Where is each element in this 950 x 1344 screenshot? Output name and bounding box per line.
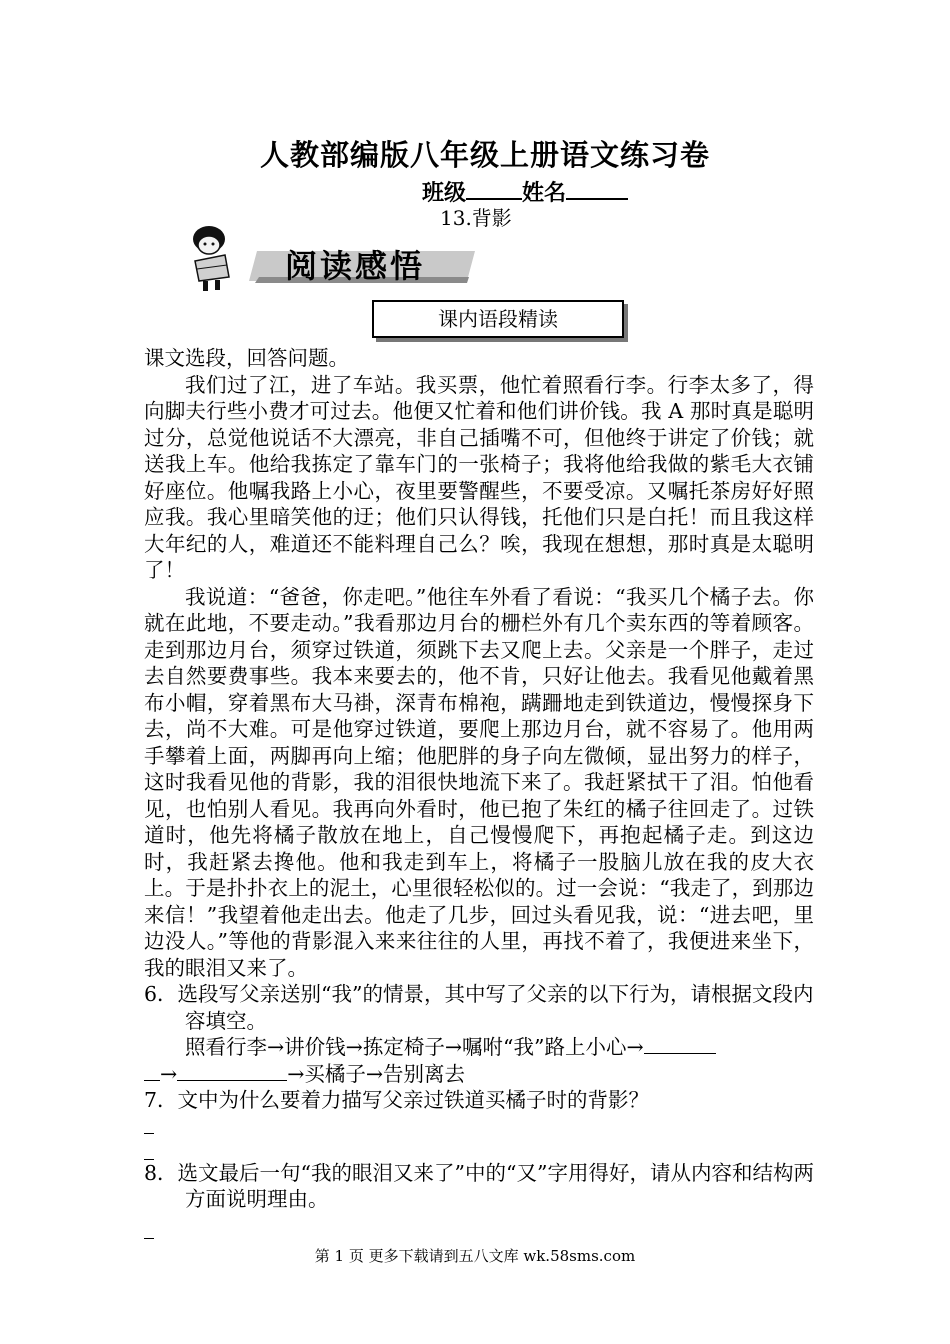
question-8: 8．选文最后一句“我的眼泪又来了”中的“又”字用得好，请从内容和结构两方面说明理由。 bbox=[144, 1160, 814, 1211]
class-label: 班级 bbox=[422, 180, 467, 206]
question-6-chain bbox=[144, 1034, 814, 1061]
answer-line-7b[interactable] bbox=[144, 1140, 814, 1144]
reading-body bbox=[144, 345, 814, 1245]
instruction: 课文选段，回答问题。 bbox=[144, 346, 349, 370]
answer-blank-2[interactable] bbox=[177, 1062, 287, 1081]
class-blank bbox=[466, 180, 522, 200]
section-title: 课内语段精读 bbox=[372, 300, 624, 338]
answer-blank-1[interactable] bbox=[644, 1035, 716, 1054]
paragraph-2: 我说道：“爸爸，你走吧。”他往车外看了看说：“我买几个橘子去。你就在此地，不要走动。”我看那边月台的栅栏外有几个卖东西的等着顾客。走到那边月台，须穿过铁道，须跳下去又爬上去。父亲是一个胖子，走过去自然要费事些。我本来要去的，他不肯，只好让他去。我看见他戴着黑布小帽，穿着黑布大马褂，深青布棉袍，蹒跚地走到铁道边，慢慢探身下去，尚不大难。可是他穿过铁道，要爬上那边月台，就不容易了。他用两手攀着上面，两脚再向上缩；他肥胖的身子向左微倾，显出努力的样子，这时我看见他的背影，我的泪很快地流下来了。我赶紧拭干了泪。怕他看见，也怕别人看见。我再向外看时，他已抱了朱红的橘子往回走了。过铁道时，他先将橘子散放在地上，自己慢慢爬下，再抱起橘子走。到这边时，我赶紧去搀他。他和我走到车上，将橘子一股脑儿放在我的皮大衣上。于是扑扑衣上的泥土，心里很轻松似的。过一会说：“我走了，到那边来信！”我望着他走出去。他走了几步，回过头看见我，说：“进去吧，里边没人。”等他的背影混入来来往往的人里，再找不着了，我便进来坐下，我的眼泪又来了。 bbox=[144, 584, 814, 980]
question-6: 6．选段写父亲送别“我”的情景，其中写了父亲的以下行为，请根据文段内容填空。 bbox=[144, 982, 814, 1033]
question-6-chain-cont bbox=[144, 1061, 814, 1088]
chain-arrow: → bbox=[160, 1061, 178, 1086]
page-title: 人教部编版八年级上册语文练习卷 bbox=[259, 138, 710, 172]
name-label: 姓名 bbox=[522, 180, 567, 206]
question-7: 7．文中为什么要着力描写父亲过铁道买橘子时的背影？ bbox=[144, 1088, 650, 1112]
chain-start: 照看行李→讲价钱→拣定椅子→嘱咐“我”路上小心→ bbox=[185, 1035, 644, 1059]
answer-line-8[interactable] bbox=[144, 1219, 814, 1245]
lesson-title: 13.背影 bbox=[440, 206, 512, 230]
page-footer: 第 1 页 更多下载请到五八文库 wk.58sms.com bbox=[314, 1247, 636, 1265]
name-blank bbox=[566, 180, 628, 200]
answer-blank-1-cont[interactable] bbox=[144, 1062, 160, 1081]
paragraph-1: 我们过了江，进了车站。我买票，他忙着照看行李。行李太多了，得向脚夫行些小费才可过去。他便又忙着和他们讲价钱。我 A 那时真是聪明过分，总觉他说话不大漂亮，非自己插嘴不可，但他终于讲定了价钱；就送我上车。他给我拣定了靠车门的一张椅子；我将他给我做的紫毛大衣铺好座位。他嘱我路上小心，夜里要警醒些，不要受凉。又嘱托茶房好好照应我。我心里暗笑他的迂；他们只认得钱，托他们只是白托！而且我这样大年纪的人，难道还不能料理自己么？唉，我现在想想，那时真是太聪明了！ bbox=[144, 372, 814, 582]
chain-end: →买橘子→告别离去 bbox=[287, 1061, 466, 1086]
banner-text: 阅读感悟 bbox=[285, 247, 426, 285]
reading-banner bbox=[185, 225, 485, 295]
answer-line-7a[interactable] bbox=[144, 1114, 814, 1140]
